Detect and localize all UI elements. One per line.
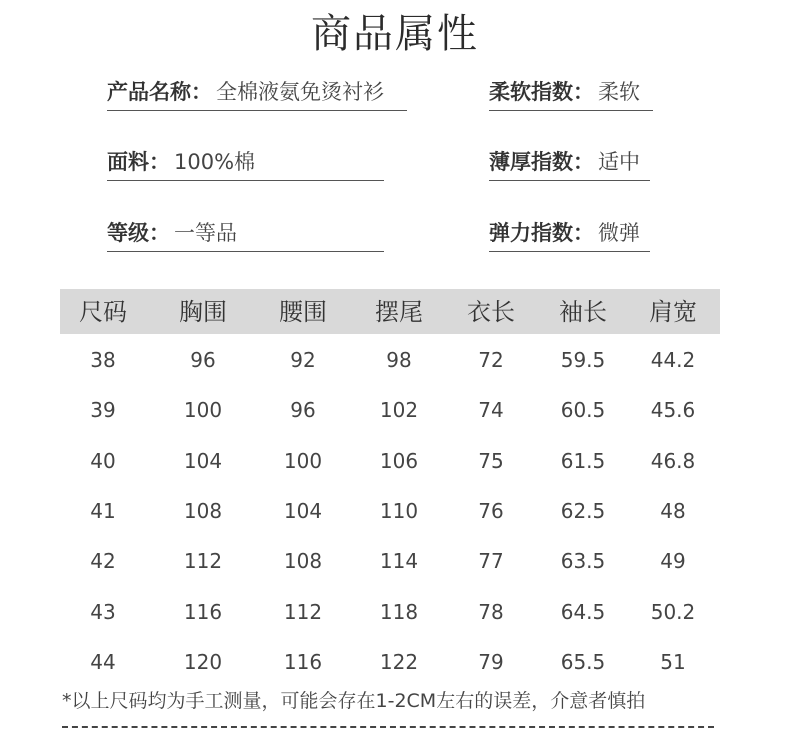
table-cell: 92 xyxy=(290,348,316,372)
table-header-cell: 袖长 xyxy=(559,298,607,326)
table-cell: 96 xyxy=(290,398,316,423)
attr-softness xyxy=(489,75,653,111)
table-header-cell: 尺码 xyxy=(79,298,127,326)
table-cell: 116 xyxy=(283,649,323,674)
table-header-cell: 摆尾 xyxy=(375,298,423,326)
attr-product-name xyxy=(107,75,407,111)
table-cell: 40 xyxy=(90,448,116,473)
table-cell: 59.5 xyxy=(560,348,606,372)
table-cell: 64.5 xyxy=(560,599,606,624)
table-cell: 100 xyxy=(283,448,323,473)
page-title: 商品属性 xyxy=(311,11,479,57)
table-header-cell: 腰围 xyxy=(279,298,327,326)
table-cell: 61.5 xyxy=(560,448,606,473)
table-cell: 104 xyxy=(183,448,223,473)
table-cell: 41 xyxy=(90,498,116,523)
table-cell: 50.2 xyxy=(650,599,696,624)
table-cell: 72 xyxy=(478,348,504,372)
attr-colon: ： xyxy=(149,221,170,245)
attr-thickness xyxy=(489,145,650,181)
table-cell: 78 xyxy=(478,599,504,624)
attr-label: 等级 xyxy=(107,221,149,245)
table-cell: 60.5 xyxy=(560,398,606,423)
attr-label: 面料 xyxy=(107,150,149,174)
table-cell: 108 xyxy=(183,498,223,523)
table-cell: 114 xyxy=(379,549,419,574)
table-cell: 100 xyxy=(183,398,223,423)
attr-fabric xyxy=(107,145,384,181)
table-cell: 106 xyxy=(379,448,419,473)
table-cell: 44.2 xyxy=(650,348,696,372)
table-cell: 96 xyxy=(190,348,216,372)
attr-value: 柔软 xyxy=(598,80,640,104)
table-cell: 102 xyxy=(379,398,419,423)
table-cell: 38 xyxy=(90,348,116,372)
table-cell: 76 xyxy=(478,498,504,523)
attr-colon: ： xyxy=(573,221,594,245)
table-cell: 77 xyxy=(478,549,504,574)
table-cell: 112 xyxy=(183,549,223,574)
table-cell: 44 xyxy=(90,649,116,674)
attr-value: 100%棉 xyxy=(174,150,256,174)
table-cell: 116 xyxy=(183,599,223,624)
attr-label: 产品名称 xyxy=(107,80,191,104)
attr-colon: ： xyxy=(573,80,594,104)
table-cell: 108 xyxy=(283,549,323,574)
table-cell: 75 xyxy=(478,448,504,473)
attr-colon: ： xyxy=(191,80,212,104)
table-cell: 118 xyxy=(379,599,419,624)
attr-elasticity xyxy=(489,216,650,252)
table-cell: 79 xyxy=(478,649,504,674)
attr-colon: ： xyxy=(573,150,594,174)
attr-label: 薄厚指数 xyxy=(489,150,573,174)
measurement-note: *以上尺码均为手工测量，可能会存在1-2CM左右的误差，介意者慎拍 xyxy=(62,690,646,712)
table-cell: 65.5 xyxy=(560,649,606,674)
table-cell: 110 xyxy=(379,498,419,523)
attr-value: 全棉液氨免烫衬衫 xyxy=(216,80,384,104)
table-cell: 104 xyxy=(283,498,323,523)
table-cell: 39 xyxy=(90,398,116,423)
table-cell: 45.6 xyxy=(650,398,696,423)
table-cell: 98 xyxy=(386,348,412,372)
attr-label: 弹力指数 xyxy=(489,221,573,245)
table-cell: 43 xyxy=(90,599,116,624)
table-header-cell: 胸围 xyxy=(179,298,227,326)
table-cell: 74 xyxy=(478,398,504,423)
table-cell: 120 xyxy=(183,649,223,674)
attr-value: 适中 xyxy=(598,150,640,174)
attr-colon: ： xyxy=(149,150,170,174)
dashed-divider xyxy=(62,726,714,728)
table-cell: 49 xyxy=(660,549,686,574)
table-cell: 46.8 xyxy=(650,448,696,473)
table-cell: 48 xyxy=(660,498,686,523)
attr-value: 一等品 xyxy=(174,221,237,245)
attr-value: 微弹 xyxy=(598,221,640,245)
table-cell: 51 xyxy=(660,649,686,674)
table-cell: 42 xyxy=(90,549,116,574)
table-cell: 112 xyxy=(283,599,323,624)
table-cell: 63.5 xyxy=(560,549,606,574)
attr-grade xyxy=(107,216,384,252)
table-cell: 62.5 xyxy=(560,498,606,523)
table-cell: 122 xyxy=(379,649,419,674)
table-header-cell: 肩宽 xyxy=(649,298,697,326)
attr-label: 柔软指数 xyxy=(489,80,573,104)
table-header-cell: 衣长 xyxy=(467,298,515,326)
